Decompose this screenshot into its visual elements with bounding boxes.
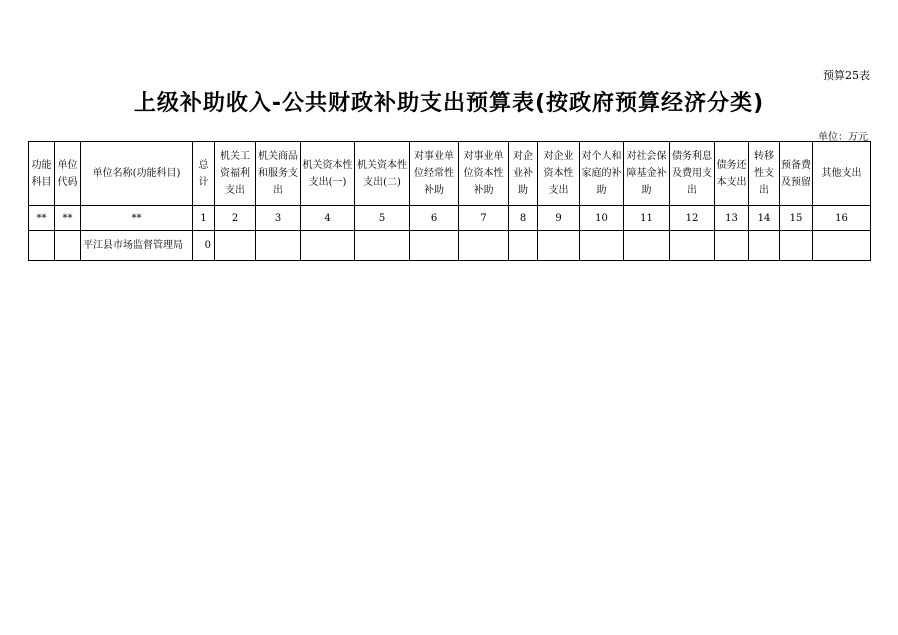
numbering-cell: **: [55, 206, 81, 231]
column-header: 对个人和家庭的补助: [580, 142, 624, 206]
column-header: 对社会保障基金补助: [624, 142, 670, 206]
numbering-cell: 9: [538, 206, 580, 231]
column-header: 对事业单位经常性补助: [410, 142, 459, 206]
column-header: 功能科目: [29, 142, 55, 206]
numbering-cell: 12: [670, 206, 715, 231]
table-cell: [355, 231, 410, 261]
numbering-cell: 14: [749, 206, 780, 231]
numbering-cell: 6: [410, 206, 459, 231]
header-row: [29, 142, 871, 206]
numbering-cell: 15: [780, 206, 813, 231]
table-cell: [509, 231, 538, 261]
column-header: 预备费及预留: [780, 142, 813, 206]
table-cell: [29, 231, 55, 261]
table-cell: [301, 231, 355, 261]
column-header: 单位代码: [55, 142, 81, 206]
numbering-cell: 2: [215, 206, 256, 231]
column-header: 债务利息及费用支出: [670, 142, 715, 206]
column-header: 其他支出: [813, 142, 871, 206]
budget-table: [28, 141, 871, 261]
numbering-cell: **: [29, 206, 55, 231]
unit-name-cell: 平江县市场监督管理局: [81, 231, 193, 261]
column-header: 总计: [193, 142, 215, 206]
table-row: [29, 231, 871, 261]
column-header: 对企业补助: [509, 142, 538, 206]
table-cell: [459, 231, 509, 261]
total-cell: 0: [193, 231, 215, 261]
numbering-row: [29, 206, 871, 231]
table-cell: [256, 231, 301, 261]
table-cell: [580, 231, 624, 261]
table-cell: [813, 231, 871, 261]
numbering-cell: 11: [624, 206, 670, 231]
numbering-cell: 1: [193, 206, 215, 231]
table-cell: [538, 231, 580, 261]
column-header: 对企业资本性支出: [538, 142, 580, 206]
numbering-cell: 8: [509, 206, 538, 231]
column-header: 机关资本性支出(二): [355, 142, 410, 206]
column-header: 转移性支出: [749, 142, 780, 206]
unit-label: 单位：万元: [818, 132, 868, 143]
page-title: 上级补助收入-公共财政补助支出预算表(按政府预算经济分类): [133, 91, 765, 116]
numbering-cell: 16: [813, 206, 871, 231]
column-header: 机关商品和服务支出: [256, 142, 301, 206]
table-cell: [749, 231, 780, 261]
numbering-cell: 4: [301, 206, 355, 231]
table-cell: [715, 231, 749, 261]
column-header: 机关工资福利支出: [215, 142, 256, 206]
numbering-cell: 13: [715, 206, 749, 231]
table-cell: [624, 231, 670, 261]
column-header: 债务还本支出: [715, 142, 749, 206]
table-cell: [780, 231, 813, 261]
table-cell: [55, 231, 81, 261]
numbering-cell: **: [81, 206, 193, 231]
table-cell: [410, 231, 459, 261]
table-code-label: 预算25表: [823, 69, 870, 82]
numbering-cell: 5: [355, 206, 410, 231]
column-header: 单位名称(功能科目): [81, 142, 193, 206]
numbering-cell: 10: [580, 206, 624, 231]
numbering-cell: 7: [459, 206, 509, 231]
column-header: 对事业单位资本性补助: [459, 142, 509, 206]
numbering-cell: 3: [256, 206, 301, 231]
column-header: 机关资本性支出(一): [301, 142, 355, 206]
table-cell: [215, 231, 256, 261]
table-cell: [670, 231, 715, 261]
